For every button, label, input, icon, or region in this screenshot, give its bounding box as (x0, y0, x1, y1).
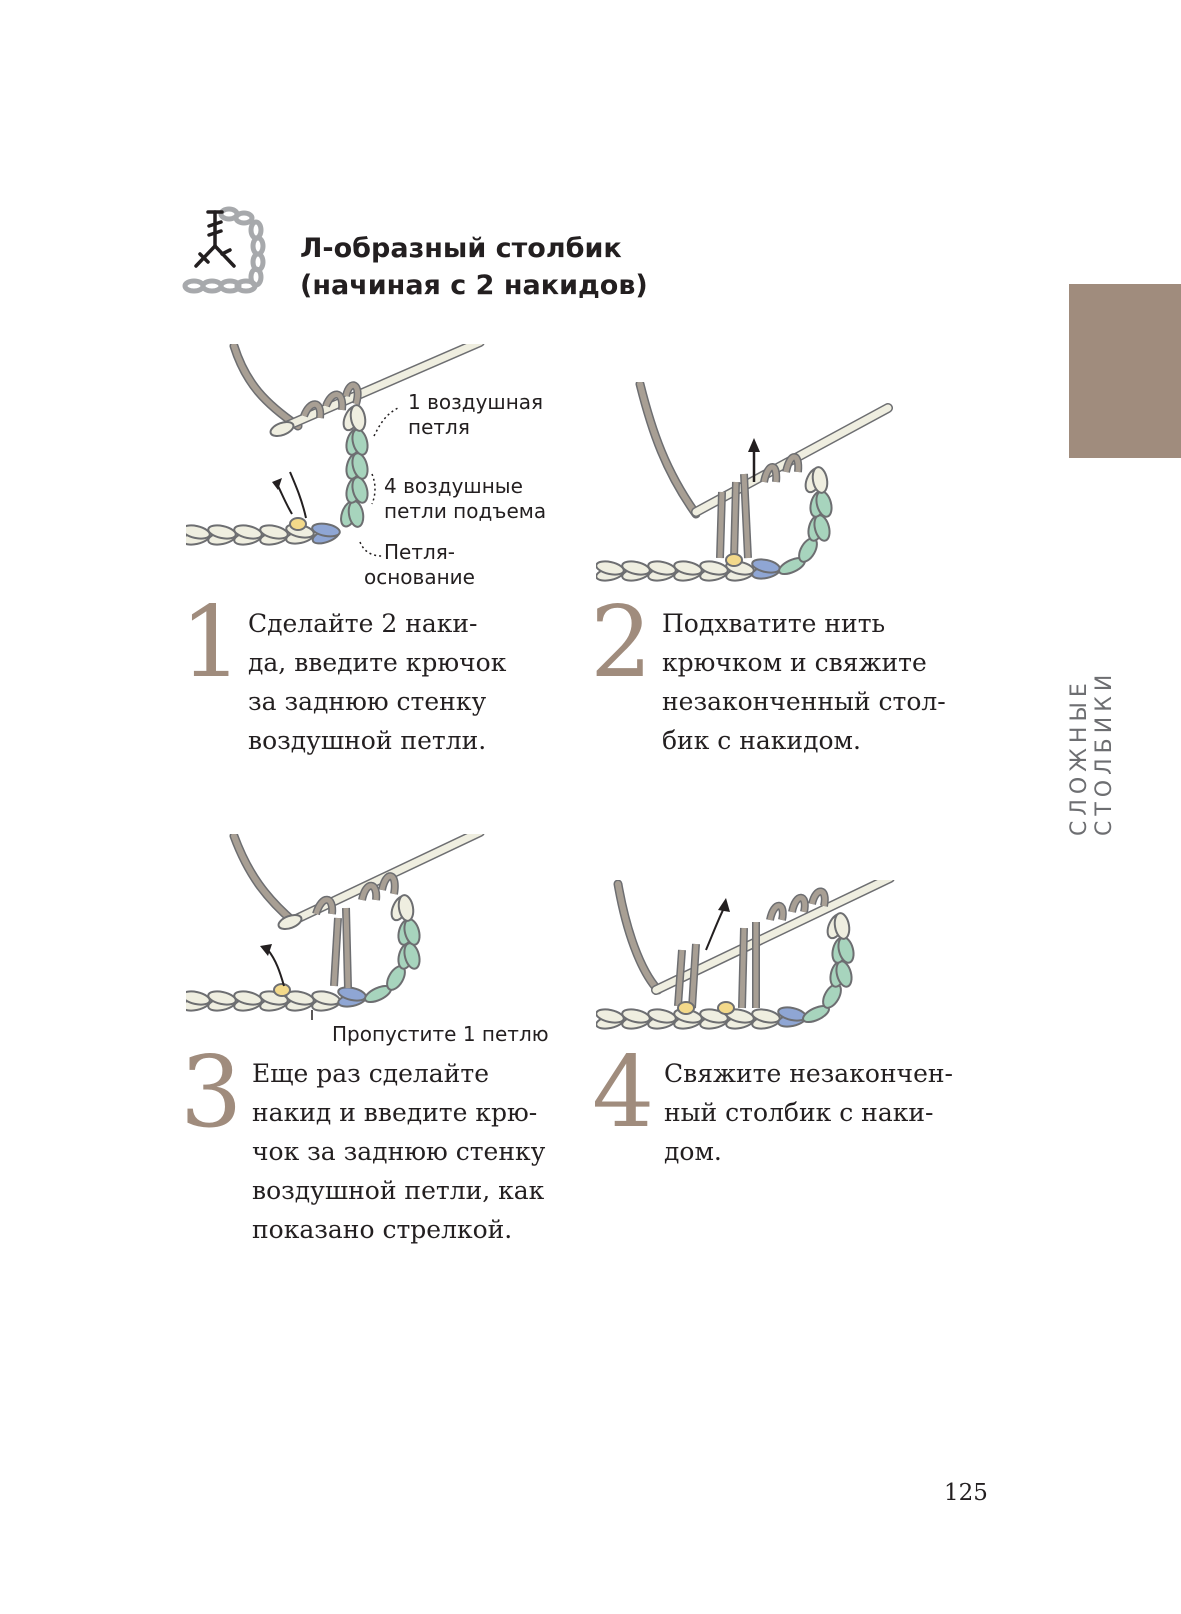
section-tab (1069, 284, 1181, 458)
step-2-number: 2 (590, 586, 653, 700)
label-four-chains: 4 воздушные петли подъема (384, 474, 547, 523)
page-number: 125 (944, 1480, 988, 1506)
step-3-number: 3 (180, 1036, 243, 1150)
label-one-chain: 1 воздушная петля (408, 390, 544, 439)
step-1-number: 1 (180, 586, 243, 700)
figure-step-4 (596, 880, 896, 1040)
step-2-text: Подхватите нить крючком и свяжите незаконченный стол- бик с накидом. (662, 609, 946, 755)
label-base-loop: Петля- основание (364, 540, 475, 589)
step-4-text: Свяжите незакончен- ный столбик с наки- дом. (664, 1059, 953, 1166)
step-1-text: Сделайте 2 наки- да, введите крючок за заднюю стенку воздушной петли. (248, 609, 507, 755)
stitch-symbol-icon (182, 206, 282, 296)
figure-step-2 (596, 382, 896, 582)
figure-step-3 (186, 834, 486, 1024)
step-3-text: Еще раз сделайте накид и введите крю- чок за заднюю стенку воздушной петли, как показано стрелкой. (252, 1059, 546, 1244)
page-title: Л-образный столбик (начиная с 2 накидов) (300, 233, 648, 301)
step-4-number: 4 (592, 1036, 655, 1150)
label-skip-one-loop: Пропустите 1 петлю (332, 1022, 549, 1046)
section-label: СЛОЖНЫЕ СТОЛБИКИ (1067, 669, 1117, 836)
